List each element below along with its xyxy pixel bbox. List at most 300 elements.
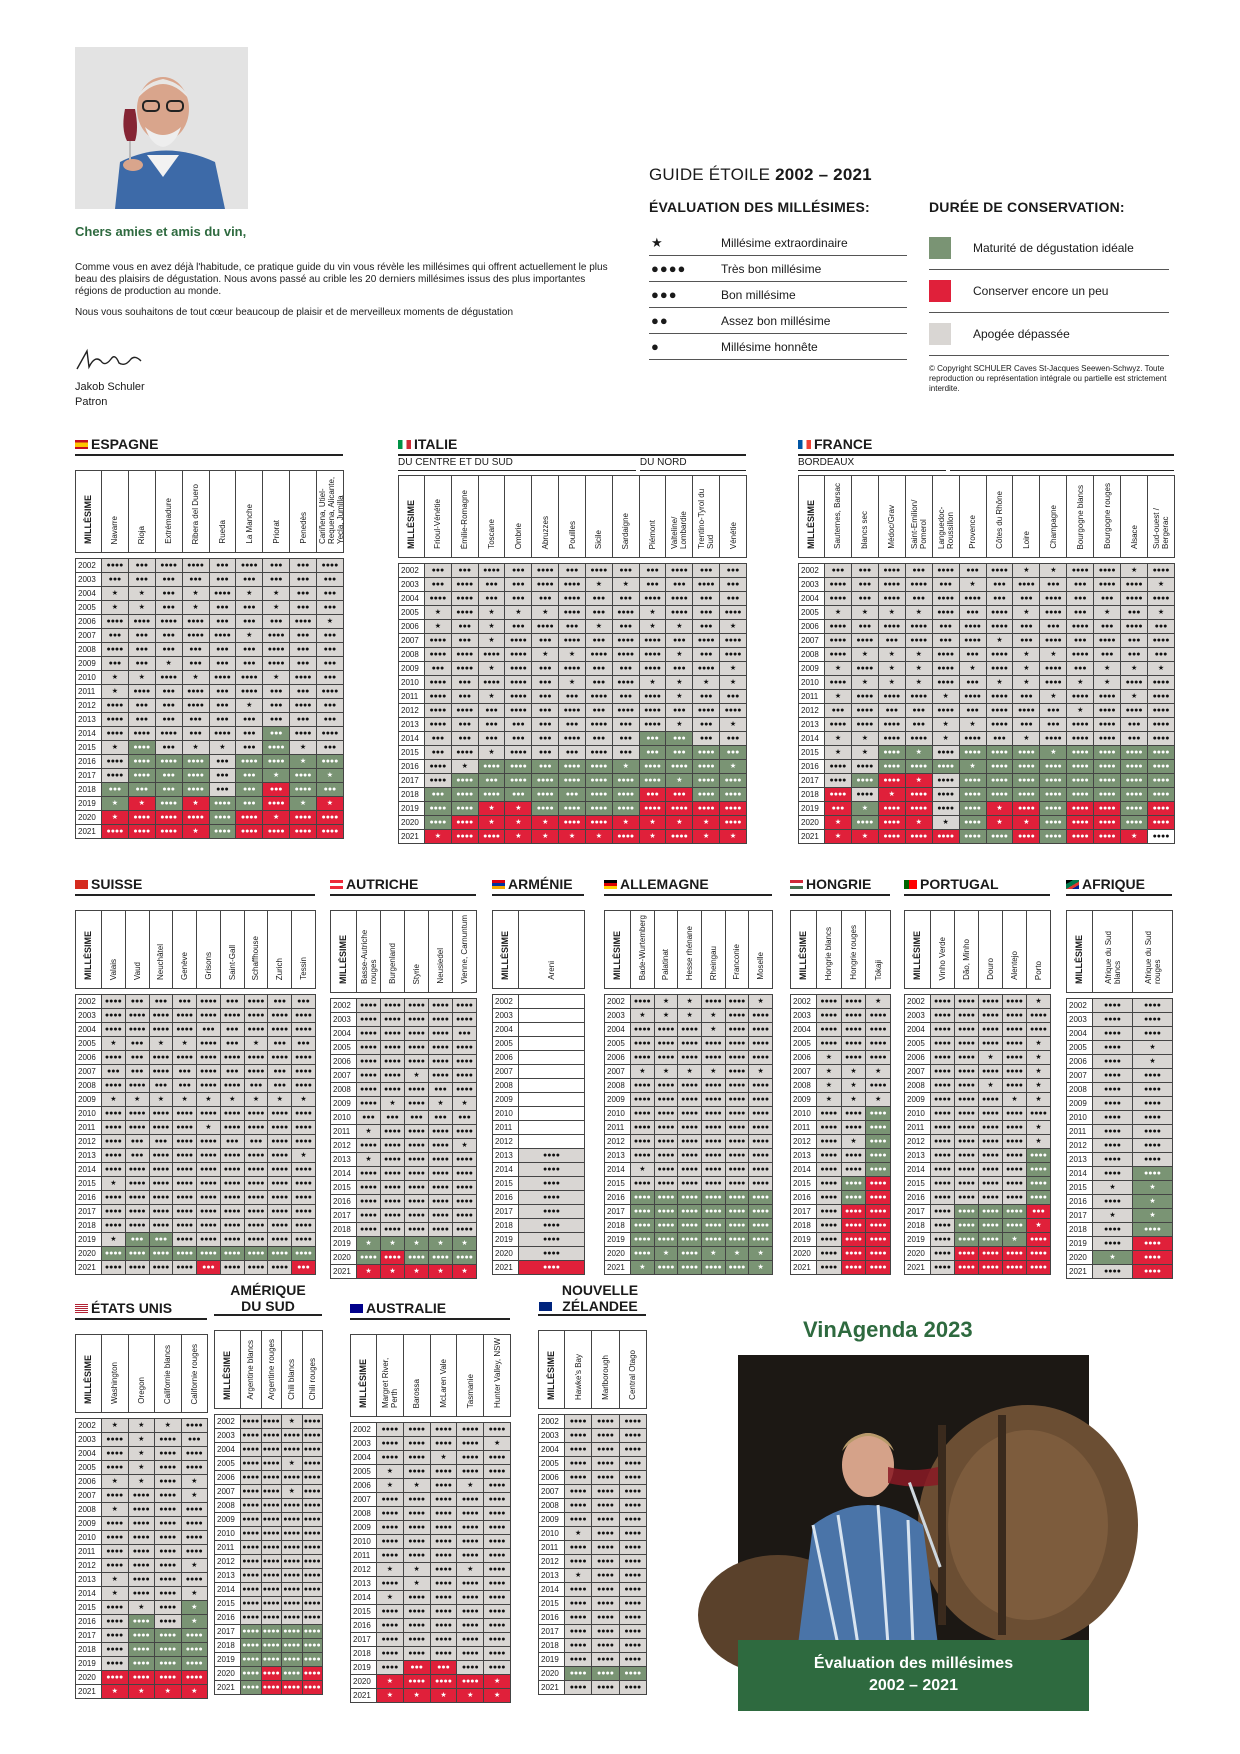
- column-header-label: Californie rouges: [189, 1343, 199, 1404]
- table-row: [905, 1037, 1051, 1051]
- table-row: [76, 559, 344, 573]
- rating-cell: ●●●●: [959, 746, 986, 760]
- column-header-label: Sardaigne: [621, 512, 631, 549]
- rating-cell: ●●●●: [149, 1107, 173, 1121]
- rating-cell: ●●●: [639, 564, 666, 578]
- legend-row: [649, 256, 907, 282]
- rating-cell: ●●●●: [290, 769, 317, 783]
- rating-cell: ●●●●: [931, 1261, 955, 1275]
- rating-cell: ●●●●: [693, 774, 720, 788]
- year-cell: 2012: [76, 1135, 102, 1149]
- conservation-row: [929, 313, 1169, 356]
- rating-cell: ●●●●: [261, 1485, 282, 1499]
- table-row: [493, 1051, 585, 1065]
- rating-cell: ★: [1027, 1037, 1051, 1051]
- signature-name: [75, 380, 145, 410]
- rating-cell: ●●●●: [639, 662, 666, 676]
- rating-cell: ●●●●: [505, 774, 532, 788]
- rating-cell: ●●●●: [173, 1219, 197, 1233]
- table-row: [539, 1457, 647, 1471]
- rating-cell: ●●●●: [425, 816, 452, 830]
- year-cell: 2016: [799, 760, 825, 774]
- rating-cell: ●●●●: [932, 704, 959, 718]
- rating-cell: ●●●●: [453, 999, 477, 1013]
- table-row: [351, 1605, 511, 1619]
- rating-cell: ●●●: [182, 713, 209, 727]
- column-header-label: Tokaji: [873, 959, 883, 980]
- rating-cell: ●●●●: [457, 1493, 484, 1507]
- rating-cell: ★: [585, 830, 612, 844]
- column-header: [565, 1331, 592, 1409]
- year-cell: 2014: [399, 732, 425, 746]
- rating-cell: ●●●●: [666, 564, 693, 578]
- rating-cell: ●●●●: [519, 1233, 585, 1247]
- rating-cell: ★: [457, 1563, 484, 1577]
- table-header-row: [351, 1335, 511, 1417]
- rating-cell: ●●●●: [612, 648, 639, 662]
- millesime-label: MILLÉSIME: [83, 931, 93, 980]
- rating-cell: ●●●●: [505, 648, 532, 662]
- rating-cell: ●●●●: [173, 1205, 197, 1219]
- rating-cell: ★: [1027, 1135, 1051, 1149]
- table-row: [351, 1549, 511, 1563]
- table-header-row: [399, 476, 747, 558]
- rating-cell: ★: [841, 1079, 866, 1093]
- rating-cell: ●●●●: [451, 816, 478, 830]
- rating-cell: ●●●●: [612, 676, 639, 690]
- rating-cell: ●●●●: [841, 1023, 866, 1037]
- rating-cell: ●●●: [128, 629, 155, 643]
- rating-cell: ●●●●: [654, 1219, 678, 1233]
- table-row: [605, 1261, 773, 1275]
- table-row: [399, 564, 747, 578]
- table-row: [331, 1083, 477, 1097]
- column-header-label: Ribera del Duero: [191, 483, 201, 544]
- conservation-label: Apogée dépassée: [973, 327, 1070, 341]
- rating-cell: ●●●●: [932, 788, 959, 802]
- year-cell: 2011: [905, 1121, 931, 1135]
- table-row: [605, 1177, 773, 1191]
- rating-cell: ●●●●: [592, 1639, 619, 1653]
- rating-cell: ●●●●: [1067, 648, 1094, 662]
- rating-cell: ●●●: [612, 592, 639, 606]
- rating-cell: ★: [478, 634, 505, 648]
- rating-cell: ●●●: [182, 657, 209, 671]
- rating-cell: ★: [720, 718, 747, 732]
- rating-cell: ●●●●: [197, 1009, 221, 1023]
- table-row: [76, 1643, 208, 1657]
- rating-cell: ●●●●: [125, 1191, 149, 1205]
- rating-cell: ●●●●: [357, 1195, 381, 1209]
- column-header: [1121, 476, 1148, 558]
- rating-cell: ●●●●: [592, 1681, 619, 1695]
- year-cell: 2009: [791, 1093, 817, 1107]
- rating-cell: ●●●●: [565, 1541, 592, 1555]
- rating-cell: ●●●●: [519, 1205, 585, 1219]
- rating-cell: ●●●●: [1013, 704, 1040, 718]
- rating-cell: [519, 1135, 585, 1149]
- rating-cell: ●●●●: [317, 755, 344, 769]
- year-cell: 2017: [905, 1205, 931, 1219]
- rating-cell: ●●●●: [749, 1107, 773, 1121]
- rating-cell: ●●●●: [128, 755, 155, 769]
- rating-cell: ●●●●: [955, 1079, 979, 1093]
- rating-cell: ●●●●: [173, 1177, 197, 1191]
- rating-cell: ●●●●: [425, 648, 452, 662]
- rating-cell: ●●●●: [102, 713, 129, 727]
- rating-cell: ●●●●: [1148, 592, 1175, 606]
- rating-cell: ●●●●: [302, 1555, 323, 1569]
- table-row: [76, 1671, 208, 1685]
- rating-cell: ●●●●: [377, 1451, 404, 1465]
- vintage-table: [214, 1330, 323, 1695]
- column-header-label: Navarre: [110, 515, 120, 544]
- rating-cell: ●●●●: [381, 1209, 405, 1223]
- rating-cell: ●●●●: [149, 1009, 173, 1023]
- rating-cell: ★: [1013, 732, 1040, 746]
- column-header-label: Dão, Minho: [962, 939, 971, 980]
- rating-cell: ●●●●: [825, 718, 852, 732]
- table-row: [1067, 1041, 1173, 1055]
- rating-cell: ●●●: [532, 732, 559, 746]
- table-row: [799, 746, 1175, 760]
- rating-cell: ●●●●: [631, 1079, 655, 1093]
- table-row: [799, 578, 1175, 592]
- column-header-label: Valteline/ Lombardie: [670, 511, 689, 549]
- rating-cell: ●●●●: [841, 1233, 866, 1247]
- rating-cell: ★: [102, 811, 129, 825]
- rating-cell: ★: [403, 1563, 430, 1577]
- rating-cell: ●●●●: [430, 1535, 457, 1549]
- rating-cell: ★: [1013, 564, 1040, 578]
- rating-cell: ●●●●: [430, 1647, 457, 1661]
- year-cell: 2016: [791, 1191, 817, 1205]
- rating-cell: ●●●●: [1148, 634, 1175, 648]
- rating-cell: ●●●: [666, 788, 693, 802]
- rating-cell: ●●●●: [429, 1195, 453, 1209]
- table-row: [351, 1465, 511, 1479]
- column-header: [979, 911, 1003, 989]
- millesime-label: MILLÉSIME: [500, 931, 510, 980]
- rating-cell: ●●●: [932, 620, 959, 634]
- rating-cell: ●●●●: [701, 1177, 725, 1191]
- table-row: [399, 816, 747, 830]
- rating-cell: ●●●●: [241, 1429, 262, 1443]
- column-header-label: Rueda: [217, 520, 227, 544]
- rating-cell: ★: [102, 1573, 129, 1587]
- rating-cell: ●●●●: [125, 1121, 149, 1135]
- table-row: [493, 1149, 585, 1163]
- table-header-row: [791, 911, 891, 989]
- rating-cell: ●●●●: [631, 1093, 655, 1107]
- rating-cell: ★: [851, 648, 878, 662]
- rating-cell: ●●●: [905, 564, 932, 578]
- rating-cell: ★: [102, 1475, 129, 1489]
- rating-cell: ★: [102, 1419, 129, 1433]
- rating-cell: ★: [678, 995, 702, 1009]
- region-title-text: HONGRIE: [806, 876, 872, 892]
- rating-cell: ●●●●: [1094, 564, 1121, 578]
- rating-cell: ●●●●: [905, 830, 932, 844]
- rating-cell: ●●●: [851, 592, 878, 606]
- millesime-header: [331, 911, 357, 993]
- rating-cell: ●●●: [149, 995, 173, 1009]
- column-header-label: Californie blancs: [163, 1344, 173, 1404]
- table-row: [605, 1205, 773, 1219]
- rating-cell: ●●●●: [841, 1205, 866, 1219]
- rating-cell: [519, 1079, 585, 1093]
- region-title-text: FRANCE: [814, 436, 873, 452]
- rating-cell: ●●●●: [866, 1177, 891, 1191]
- year-cell: 2020: [215, 1667, 241, 1681]
- rating-cell: ●●●●: [357, 1181, 381, 1195]
- rating-cell: ●●●●: [1003, 1135, 1027, 1149]
- rating-cell: ●●●●: [678, 1233, 702, 1247]
- column-header-label: Sicile: [594, 529, 604, 549]
- rating-cell: ●●●●: [565, 1555, 592, 1569]
- table-row: [215, 1443, 323, 1457]
- rating-cell: ●●●: [220, 1037, 244, 1051]
- rating-cell: ●●●●: [457, 1577, 484, 1591]
- rating-cell: ●●●: [317, 713, 344, 727]
- rating-cell: ★: [1040, 564, 1067, 578]
- rating-cell: ★: [559, 830, 586, 844]
- rating-cell: ●●●●: [1133, 1251, 1173, 1265]
- column-header: [841, 911, 866, 989]
- year-cell: 2002: [331, 999, 357, 1013]
- rating-cell: ●●●●: [1040, 634, 1067, 648]
- rating-cell: ★: [1094, 676, 1121, 690]
- rating-cell: ●●●●: [725, 1107, 749, 1121]
- rating-cell: ●●●●: [155, 1657, 182, 1671]
- rating-cell: ●●●●: [986, 606, 1013, 620]
- table-row: [351, 1633, 511, 1647]
- year-cell: 2016: [76, 755, 102, 769]
- table-row: [76, 1009, 316, 1023]
- rating-cell: ●●●●: [1094, 760, 1121, 774]
- rating-cell: ★: [565, 1569, 592, 1583]
- rating-cell: ●●●●: [851, 760, 878, 774]
- rating-cell: ●●●: [244, 1079, 268, 1093]
- rating-cell: ●●●: [102, 573, 129, 587]
- column-header-label: Genève: [180, 951, 190, 980]
- rating-cell: ●●●: [505, 788, 532, 802]
- rating-cell: ●●●●: [817, 1233, 842, 1247]
- rating-cell: ●●●●: [453, 1223, 477, 1237]
- column-header: [403, 1335, 430, 1417]
- rating-cell: ★: [128, 1475, 155, 1489]
- rating-cell: ●●●●: [128, 1559, 155, 1573]
- rating-cell: ●●●●: [1040, 760, 1067, 774]
- rating-cell: [519, 1037, 585, 1051]
- rating-cell: ●●●●: [173, 1135, 197, 1149]
- rating-cell: ●●●●: [403, 1493, 430, 1507]
- rating-cell: ●●●●: [457, 1549, 484, 1563]
- rating-cell: ●●●●: [559, 634, 586, 648]
- rating-cell: ●●●●: [959, 788, 986, 802]
- rating-cell: ●●●●: [357, 1069, 381, 1083]
- rating-cell: ★: [720, 662, 747, 676]
- rating-cell: ●●●●: [532, 774, 559, 788]
- rating-cell: ●●●●: [457, 1633, 484, 1647]
- rating-cell: ●●●●: [261, 1639, 282, 1653]
- table-row: [905, 995, 1051, 1009]
- rating-cell: ●●●●: [678, 1247, 702, 1261]
- rating-cell: ●●●●: [559, 592, 586, 606]
- column-header: [244, 911, 268, 989]
- rating-cell: ●●●●: [1093, 1041, 1133, 1055]
- rating-cell: ●●●●: [484, 1507, 511, 1521]
- rating-cell: ★: [263, 769, 290, 783]
- table-row: [605, 1163, 773, 1177]
- year-cell: 2002: [215, 1415, 241, 1429]
- year-cell: 2006: [605, 1051, 631, 1065]
- millesime-header: [215, 1331, 241, 1409]
- table-row: [605, 1037, 773, 1051]
- table-row: [331, 1153, 477, 1167]
- table-row: [605, 1093, 773, 1107]
- rating-cell: ●●●: [155, 769, 182, 783]
- table-row: [399, 704, 747, 718]
- rating-cell: ●●●●: [377, 1535, 404, 1549]
- rating-cell: ●●●●: [654, 1107, 678, 1121]
- rating-cell: ●●●: [290, 685, 317, 699]
- rating-cell: ●●●●: [302, 1639, 323, 1653]
- year-cell: 2002: [76, 995, 102, 1009]
- rating-cell: ★: [532, 816, 559, 830]
- rating-cell: ●●●●: [619, 1555, 646, 1569]
- rating-cell: ●●●●: [979, 1219, 1003, 1233]
- table-row: [331, 1111, 477, 1125]
- rating-cell: ●●●●: [817, 1163, 842, 1177]
- rating-cell: ●●●●: [678, 1121, 702, 1135]
- column-header-label: Central Otago: [628, 1350, 638, 1400]
- rating-cell: ●●●●: [619, 1457, 646, 1471]
- table-row: [791, 1009, 891, 1023]
- rating-cell: ●●●●: [1148, 774, 1175, 788]
- rating-cell: ★: [905, 746, 932, 760]
- rating-cell: ●●●●: [565, 1639, 592, 1653]
- column-header: [532, 476, 559, 558]
- rating-cell: ●●●●: [725, 995, 749, 1009]
- rating-cell: ●●●●: [453, 1167, 477, 1181]
- rating-cell: ●●●●: [1093, 1111, 1133, 1125]
- rating-cell: ●●●●: [381, 1167, 405, 1181]
- rating-cell: ●●●●: [209, 727, 236, 741]
- table-row: [215, 1485, 323, 1499]
- year-cell: 2019: [605, 1233, 631, 1247]
- rating-cell: ●●●●: [405, 1027, 429, 1041]
- table-row: [76, 825, 344, 839]
- rating-cell: ●●●●: [429, 1167, 453, 1181]
- rating-cell: ★: [639, 830, 666, 844]
- rating-cell: ★: [666, 816, 693, 830]
- rating-cell: ●●●: [693, 564, 720, 578]
- rating-cell: ●●●●: [678, 1037, 702, 1051]
- table-row: [331, 1139, 477, 1153]
- table-row: [605, 1009, 773, 1023]
- rating-cell: ●●●●: [639, 718, 666, 732]
- rating-cell: ●●●●: [1093, 1097, 1133, 1111]
- rating-cell: ●●●●: [693, 788, 720, 802]
- year-cell: 2013: [215, 1569, 241, 1583]
- rating-cell: ●●●: [425, 732, 452, 746]
- column-header: [102, 471, 129, 553]
- year-cell: 2018: [799, 788, 825, 802]
- rating-cell: ●●●●: [453, 1125, 477, 1139]
- year-cell: 2015: [605, 1177, 631, 1191]
- vinagenda-title: [803, 1317, 973, 1343]
- rating-cell: ●●●●: [631, 1037, 655, 1051]
- rating-cell: ●●●●: [405, 1195, 429, 1209]
- year-cell: 2015: [351, 1605, 377, 1619]
- rating-cell: ●●●●: [451, 606, 478, 620]
- rating-cell: ●●●: [209, 713, 236, 727]
- millesime-header: [799, 476, 825, 558]
- table-row: [399, 718, 747, 732]
- rating-cell: ●●●●: [102, 1657, 129, 1671]
- year-cell: 2006: [76, 1051, 102, 1065]
- year-cell: 2012: [605, 1135, 631, 1149]
- rating-cell: ●●●: [612, 690, 639, 704]
- column-header: [866, 911, 891, 989]
- column-header: [381, 911, 405, 993]
- rating-cell: ●●●: [612, 564, 639, 578]
- rating-cell: ★: [451, 760, 478, 774]
- table-row: [905, 1079, 1051, 1093]
- rating-cell: ★: [878, 676, 905, 690]
- rating-cell: ●●●●: [825, 592, 852, 606]
- rating-cell: ★: [959, 760, 986, 774]
- rating-cell: ●●●●: [451, 662, 478, 676]
- table-row: [215, 1583, 323, 1597]
- rating-cell: ●●●●: [817, 1177, 842, 1191]
- rating-cell: ●●●●: [639, 760, 666, 774]
- rating-cell: ●●●●: [173, 1149, 197, 1163]
- rating-cell: ●●●●: [959, 732, 986, 746]
- rating-cell: ●●●●: [403, 1633, 430, 1647]
- rating-cell: ●●●: [720, 732, 747, 746]
- table-row: [215, 1611, 323, 1625]
- rating-cell: ●●●: [612, 620, 639, 634]
- column-header-label: Burgenland: [388, 943, 397, 984]
- column-header: [197, 911, 221, 989]
- rating-cell: ●●●●: [182, 615, 209, 629]
- rating-cell: ●●●●: [932, 774, 959, 788]
- table-row: [605, 1149, 773, 1163]
- column-header: [241, 1331, 262, 1409]
- rating-cell: ●●●: [268, 1065, 292, 1079]
- column-header-label: Rheingau: [708, 945, 718, 980]
- rating-cell: ●●●●: [282, 1555, 303, 1569]
- rating-cell: ●●●●: [701, 1191, 725, 1205]
- column-header-label: Basse-Autriche rouges: [359, 929, 378, 984]
- region-afrique: [1066, 876, 1172, 1279]
- table-row: [76, 1163, 316, 1177]
- rating-cell: ●●●●: [1148, 718, 1175, 732]
- rating-cell: ●●●●: [457, 1521, 484, 1535]
- rating-cell: ●●●●: [851, 690, 878, 704]
- rating-cell: ●●●●: [241, 1667, 262, 1681]
- rating-cell: ★: [639, 816, 666, 830]
- rating-cell: ●●●●: [725, 1121, 749, 1135]
- rating-cell: ●●●: [1040, 578, 1067, 592]
- rating-cell: ★: [182, 797, 209, 811]
- rating-cell: ●●●●: [565, 1443, 592, 1457]
- rating-cell: ●●●●: [236, 811, 263, 825]
- rating-cell: ●●●: [1013, 718, 1040, 732]
- column-header-label: Hawke's Bay: [573, 1354, 583, 1400]
